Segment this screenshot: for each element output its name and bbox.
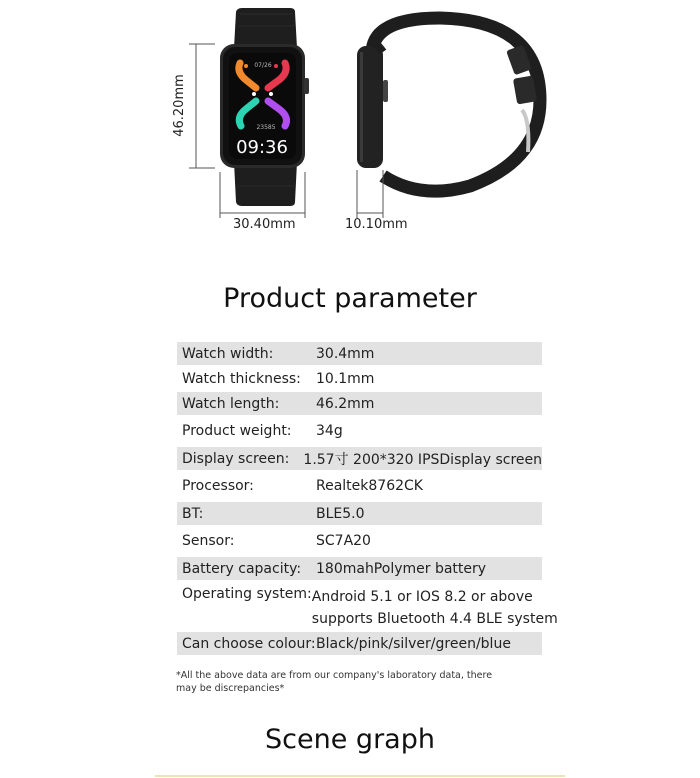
spec-key: Watch width:: [182, 345, 274, 362]
spec-value: BLE5.0: [316, 505, 365, 522]
spec-key: Watch length:: [182, 395, 280, 412]
spec-value: 30.4mm: [316, 345, 375, 362]
watch-side-view: [357, 18, 540, 191]
spec-table: [177, 342, 558, 655]
spec-value: SC7A20: [316, 533, 371, 549]
spec-value: Black/pink/silver/green/blue: [316, 635, 511, 652]
spec-row: [177, 415, 542, 447]
width-label: 30.40mm: [233, 217, 296, 232]
disclaimer-note: *All the above data are from our company's laboratory data, there may be discrepancies*: [176, 670, 493, 694]
spec-key: BT:: [182, 505, 204, 522]
watch-time: 09:36: [236, 137, 288, 158]
spec-value: 46.2mm: [316, 395, 375, 412]
spec-row: [177, 580, 558, 632]
watch-steps: 23585: [256, 124, 276, 131]
watch-front-view: [220, 8, 309, 206]
spec-row: [177, 342, 542, 365]
spec-value: Android 5.1 or IOS 8.2 or above: [311, 589, 533, 605]
spec-value-continued: supports Bluetooth 4.4 BLE system: [311, 611, 558, 627]
product-diagram: [0, 0, 700, 245]
spec-row: [177, 365, 542, 392]
spec-key: Operating system:: [182, 586, 312, 602]
spec-row: [177, 525, 542, 557]
spec-row: [177, 470, 542, 502]
divider: [155, 775, 565, 777]
product-parameter-title: Product parameter: [223, 283, 477, 314]
thickness-dimension: [357, 170, 383, 218]
spec-row: [177, 502, 542, 525]
spec-key: Processor:: [182, 478, 254, 494]
spec-key: Display screen:: [182, 450, 290, 467]
spec-row: [177, 632, 542, 655]
scene-graph-title: Scene graph: [265, 724, 435, 755]
watch-dimension-drawing: [0, 0, 700, 245]
height-label: 46.20mm: [171, 74, 187, 137]
spec-value-multiline: [312, 586, 558, 630]
spec-key: Battery capacity:: [182, 560, 302, 577]
spec-value: Realtek8762CK: [316, 478, 423, 494]
spec-value: 10.1mm: [316, 370, 375, 387]
thickness-label: 10.10mm: [345, 217, 408, 232]
spec-key: Product weight:: [182, 423, 292, 439]
height-dimension: [189, 44, 215, 168]
spec-value: 34g: [316, 423, 343, 439]
spec-key: Sensor:: [182, 533, 235, 549]
spec-key: Watch thickness:: [182, 370, 301, 387]
spec-row: [177, 447, 542, 470]
spec-value: 180mahPolymer battery: [316, 560, 487, 577]
spec-row: [177, 392, 542, 415]
watch-date: 07/26: [254, 62, 272, 69]
spec-row: [177, 557, 542, 580]
spec-key: Can choose colour:: [182, 635, 316, 652]
spec-value: 1.57寸 200*320 IPSDisplay screen: [303, 451, 542, 468]
